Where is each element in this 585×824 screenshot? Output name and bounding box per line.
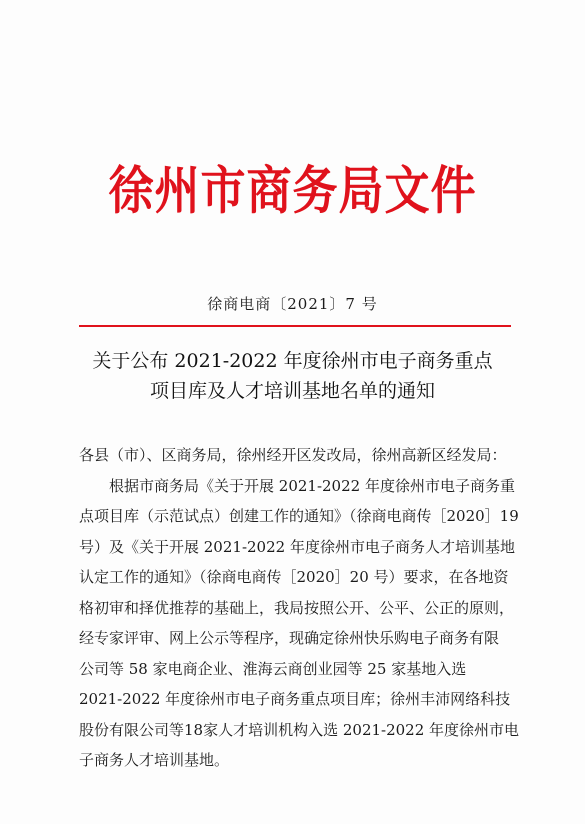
body-line: 股份有限公司等18家人才培训机构入选 2021-2022 年度徐州市电 [79,720,520,739]
body-line: 点项目库（示范试点）创建工作的通知》（徐商电商传［2020］19 [79,507,519,525]
document-header-title: 徐州市商务局文件 [108,160,477,222]
notice-title-line-1: 关于公布 2021-2022 年度徐州市电子商务重点 [92,350,493,372]
body-line: 公司等 58 家电商企业、淮海云商创业园等 25 家基地入选 [79,659,467,678]
body-line: 2021-2022 年度徐州市电子商务重点项目库；徐州丰沛网络科技 [79,690,511,708]
body-line: 号）及《关于开展 2021-2022 年度徐州市电子商务人才培训基地 [79,537,515,556]
document-number: 徐商电商〔2021〕7 号 [207,295,378,313]
notice-title [0,346,585,406]
header-divider [79,325,511,327]
notice-body [79,440,519,776]
salutation: 各县（市）、区商务局，徐州经开区发改局，徐州高新区经发局： [79,446,507,464]
body-line: 根据市商务局《关于开展 2021-2022 年度徐州市电子商务重 [109,476,515,495]
body-line: 经专家评审、网上公示等程序，现确定徐州快乐购电子商务有限 [79,629,500,647]
body-line: 格初审和择优推荐的基础上，我局按照公开、公平、公正的原则， [79,598,515,617]
body-line: 认定工作的通知》（徐商电商传［2020］20 号）要求，在各地资 [79,568,509,586]
body-line: 子商务人才培训基地。 [79,751,230,769]
notice-title-line-2: 项目库及人才培训基地名单的通知 [149,380,435,402]
